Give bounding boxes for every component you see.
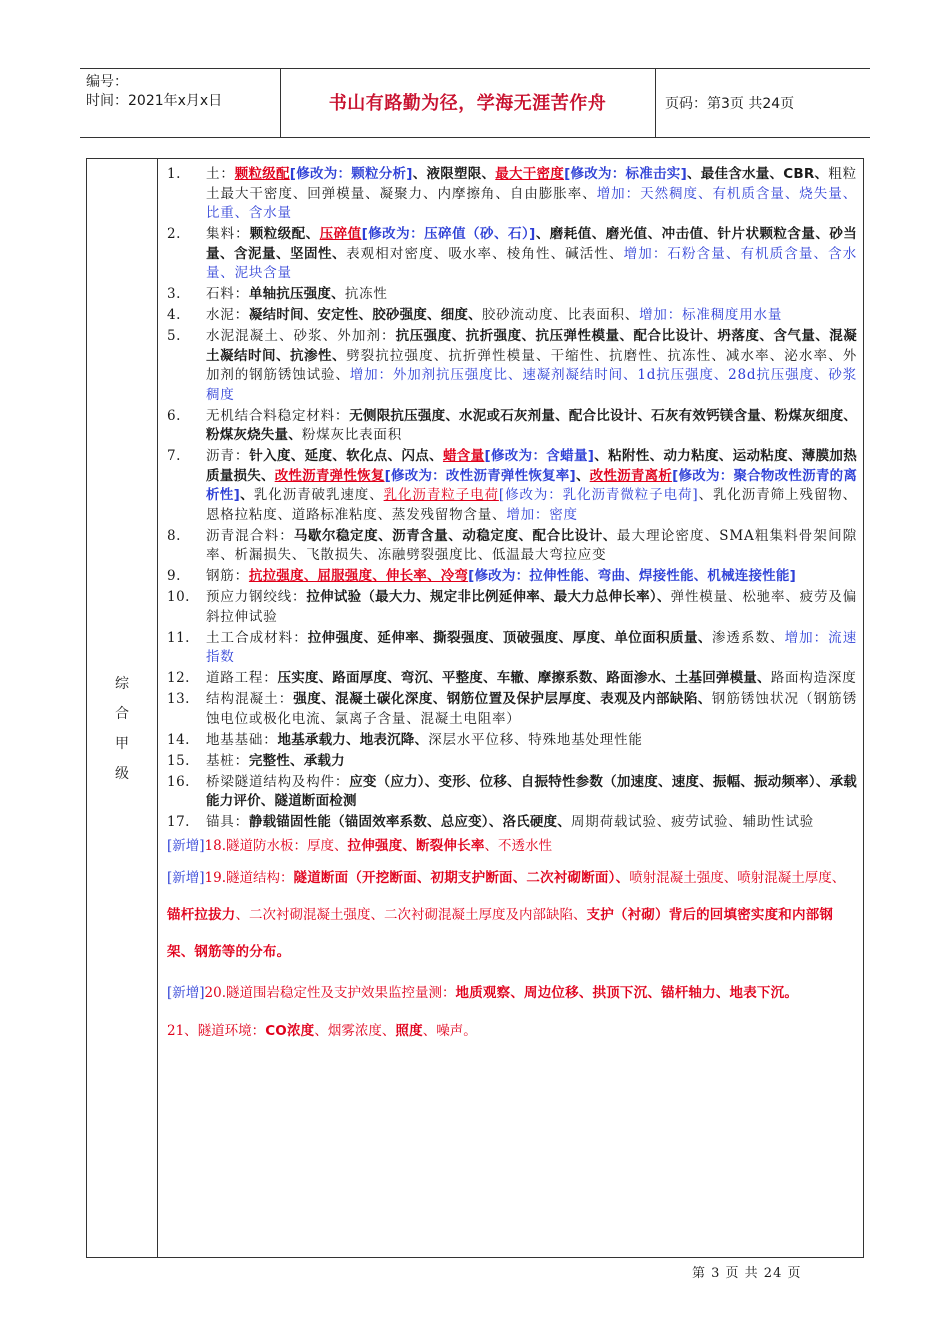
list-item: 2. 集料：颗粒级配、压碎值[修改为：压碎值（砂、石）]、磨耗值、磨光值、冲击值、针片状颗粒含量、砂当量、含泥量、坚固性、表观相对密度、吸水率、棱角性、碱活性、增加：石粉含量、有机质含量、含水量、泥块含量 [167, 226, 858, 281]
new-item: [新增]20.隧道围岩稳定性及支护效果监控量测：地质观察、周边位移、拱顶下沉、锚杆轴力、地表下沉。 [167, 985, 799, 1001]
doc-id-label: 编号： [86, 74, 128, 90]
list-item: 15. 基桩：完整性、承载力 [167, 752, 345, 769]
list-item: 9. 钢筋：抗拉强度、屈服强度、伸长率、冷弯[修改为：拉伸性能、弯曲、焊接性能、机械连接性能] [167, 568, 796, 584]
category-label: 综 合 甲 级 [115, 676, 129, 782]
list-item: 16. 桥梁隧道结构及构件：应变（应力）、变形、位移、自振特性参数（加速度、速度、振幅、振动频率）、承载能力评价、隧道断面检测 [167, 773, 858, 809]
list-item: 11. 土工合成材料：拉伸强度、延伸率、撕裂强度、顶破强度、厚度、单位面积质量、渗透系数、增加：流速指数 [167, 629, 858, 665]
header-motto: 书山有路勤为径，学海无涯苦作舟 [328, 93, 607, 114]
new-item: [新增]19.隧道结构：隧道断面（开挖断面、初期支护断面、二次衬砌断面）、喷射混凝土强度、喷射混凝土厚度、锚杆拉拔力、二次衬砌混凝土强度、二次衬砌混凝土厚度及内部缺陷、支护（衬砌）背后的回填密实度和内部钢架、钢筋等的分布。 [167, 870, 846, 960]
doc-date-label: 时间：2021年x月x日 [86, 93, 223, 109]
new-item: [新增]18.隧道防水板：厚度、拉伸强度、断裂伸长率、不透水性 [167, 837, 553, 854]
header-page-number: 页码：第3页 共24页 [665, 96, 795, 112]
list-item: 17. 锚具：静载锚固性能（锚固效率系数、总应变）、洛氏硬度、周期荷载试验、疲劳试验、辅助性试验 [167, 814, 815, 830]
list-item: 4. 水泥：凝结时间、安定性、胶砂强度、细度、胶砂流动度、比表面积、增加：标准稠度用水量 [167, 307, 783, 323]
column-divider [157, 159, 158, 1257]
list-item: 8. 沥青混合料：马歇尔稳定度、沥青含量、动稳定度、配合比设计、最大理论密度、SMA粗集料骨架间隙率、析漏损失、飞散损失、冻融劈裂强度比、低温最大弯拉应变 [167, 527, 858, 563]
list-item: 6. 无机结合料稳定材料：无侧限抗压强度、水泥或石灰剂量、配合比设计、石灰有效钙镁含量、粉煤灰细度、粉煤灰烧失量、粉煤灰比表面积 [167, 407, 858, 443]
list-item: 3. 石料：单轴抗压强度、抗冻性 [167, 286, 388, 302]
qualification-table [86, 158, 864, 1258]
header-meta [86, 73, 276, 111]
list-item: 5. 水泥混凝土、砂浆、外加剂：抗压强度、抗折强度、抗压弹性模量、配合比设计、坍落度、含气量、混凝土凝结时间、抗渗性、劈裂抗拉强度、抗折弹性模量、干缩性、抗磨性、抗冻性、减水率、泌水率、外加剂的钢筋锈蚀试验、增加：外加剂抗压强度比、速凝剂凝结时间、1d抗压强度、28d抗压强度、砂浆稠度 [167, 328, 858, 403]
list-item: 12. 道路工程：压实度、路面厚度、弯沉、平整度、车辙、摩擦系数、路面渗水、土基回弹模量、路面构造深度 [167, 670, 857, 686]
list-item: 1. 土：颗粒级配[修改为：颗粒分析]、液限塑限、最大干密度[修改为：标准击实]、最佳含水量、CBR、粗粒土最大干密度、回弹模量、凝聚力、内摩擦角、自由膨胀率、增加：天然稠度、有机质含量、烧失量、比重、含水量 [167, 166, 857, 221]
list-item: 10. 预应力钢绞线：拉伸试验（最大力、规定非比例延伸率、最大力总伸长率）、弹性模量、松驰率、疲劳及偏斜拉伸试验 [167, 589, 858, 625]
page-header [80, 68, 870, 138]
list-item: 7. 沥青：针入度、延度、软化点、闪点、蜡含量[修改为：含蜡量]、粘附性、动力粘度、运动粘度、薄膜加热质量损失、改性沥青弹性恢复[修改为：改性沥青弹性恢复率]、改性沥青离析[修改为：聚合物改性沥青的离析性]、乳化沥青破乳速度、乳化沥青粒子电荷[修改为：乳化沥青微粒子电荷]、乳化沥青筛上残留物、恩格拉粘度、道路标准粘度、蒸发残留物含量、增加：密度 [167, 448, 858, 523]
header-divider [655, 69, 656, 137]
list-item: 13. 结构混凝土：强度、混凝土碳化深度、钢筋位置及保护层厚度、表观及内部缺陷、钢筋锈蚀状况（钢筋锈蚀电位或极化电流、氯离子含量、混凝土电阻率） [167, 691, 858, 727]
list-item: 14. 地基基础：地基承载力、地表沉降、深层水平位移、特殊地基处理性能 [167, 731, 643, 748]
page-footer: 第 3 页 共 24 页 [692, 1266, 802, 1281]
new-item: 21、隧道环境：CO浓度、烟雾浓度、照度、噪声。 [167, 1023, 477, 1039]
test-items-list [167, 165, 857, 1042]
